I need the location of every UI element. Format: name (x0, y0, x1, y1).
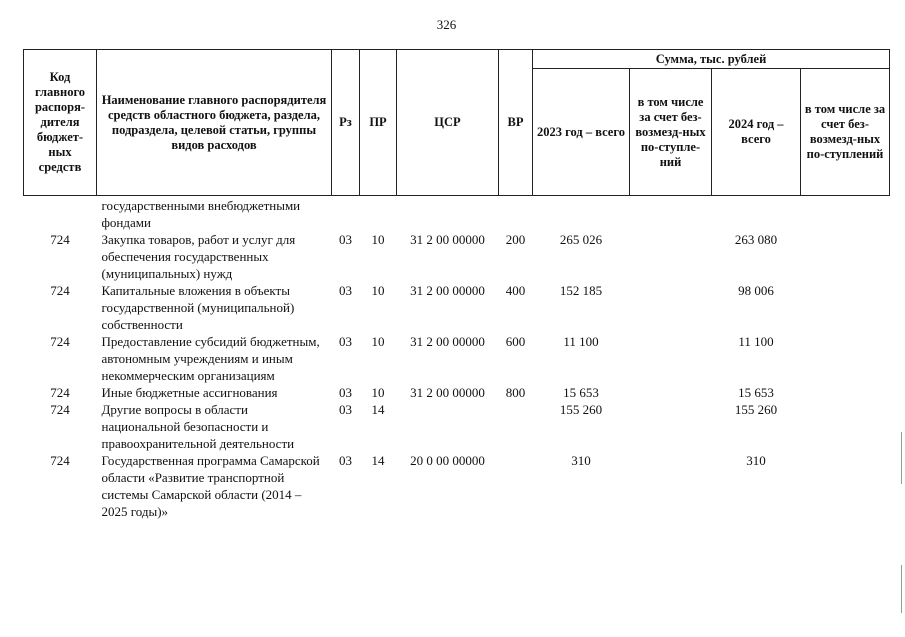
cell-2024-total: 263 080 (734, 232, 778, 247)
cell-pr: 10 (371, 283, 385, 298)
header-code: Код главного распоря-дителя бюджет-ных средств (24, 50, 97, 196)
table-row (24, 282, 890, 333)
cell-csr: 31 2 00 00000 (410, 385, 485, 400)
cell-vr: 600 (505, 334, 526, 349)
cell-2024-total (712, 196, 801, 232)
cell-2024-total: 155 260 (734, 402, 778, 417)
cell-2024-free (801, 196, 890, 232)
cell-name: Закупка товаров, работ и услуг для обеспечения государственных (муниципальных) нужд (101, 232, 296, 281)
cell-rz: 03 (339, 232, 352, 247)
cell-2024-free (801, 384, 890, 401)
cell-rz: 03 (339, 334, 352, 349)
cell-2024-free (801, 452, 890, 520)
cell-name: государственными внебюджетными фондами (101, 198, 301, 230)
cell-2023-free (630, 282, 712, 333)
table-row (24, 231, 890, 282)
scan-edge-mark (901, 565, 902, 613)
budget-table (23, 49, 890, 520)
header-sum: Сумма, тыс. рублей (533, 50, 890, 69)
table-row (24, 452, 890, 520)
cell-pr: 14 (371, 402, 385, 417)
cell-2024-free (801, 401, 890, 452)
cell-pr: 10 (371, 385, 385, 400)
table-row (24, 401, 890, 452)
cell-2024-free (801, 231, 890, 282)
cell-2024-free (801, 282, 890, 333)
cell-name: Государственная программа Самарской области «Развитие транспортной системы Самарской области (2014 – 2025 годы)» (101, 453, 320, 519)
table-body (24, 196, 890, 521)
cell-2023-total: 11 100 (563, 334, 599, 349)
cell-rz: 03 (339, 385, 352, 400)
cell-name: Иные бюджетные ассигнования (101, 385, 278, 400)
cell-vr: 400 (505, 283, 526, 298)
cell-code: 724 (50, 402, 70, 417)
cell-vr: 200 (505, 232, 526, 247)
cell-pr: 14 (371, 453, 385, 468)
cell-rz (332, 196, 360, 232)
header-2023-free: в том числе за счет без-возмезд-ных по-ступле-ний (630, 69, 712, 196)
cell-vr: 800 (505, 385, 526, 400)
cell-pr: 10 (371, 232, 385, 247)
cell-2023-free (630, 196, 712, 232)
cell-2023-free (630, 231, 712, 282)
cell-2023-free (630, 452, 712, 520)
table-row (24, 384, 890, 401)
cell-csr: 20 0 00 00000 (410, 453, 485, 468)
cell-code: 724 (50, 334, 70, 349)
cell-csr: 31 2 00 00000 (410, 232, 485, 247)
cell-vr (499, 401, 533, 452)
cell-csr: 31 2 00 00000 (410, 283, 485, 298)
cell-name: Предоставление субсидий бюджетным, автономным учреждениям и иным некоммерческим организациям (101, 334, 320, 383)
header-name: Наименование главного распорядителя средств областного бюджета, раздела, подраздела, целевой статьи, группы видов расходов (97, 50, 332, 196)
cell-rz: 03 (339, 283, 352, 298)
cell-2024-total: 98 006 (738, 283, 774, 298)
cell-pr (360, 196, 397, 232)
cell-2024-free (801, 333, 890, 384)
cell-2023-total: 155 260 (559, 402, 603, 417)
cell-2023-total: 152 185 (559, 283, 603, 298)
scan-edge-mark (901, 432, 902, 484)
cell-2024-total: 15 653 (738, 385, 774, 400)
header-rz: Рз (332, 50, 360, 196)
cell-code: 724 (50, 453, 70, 468)
cell-2023-free (630, 384, 712, 401)
cell-csr: 31 2 00 00000 (410, 334, 485, 349)
cell-2024-total: 310 (746, 453, 766, 468)
cell-code: 724 (50, 283, 70, 298)
cell-2024-total: 11 100 (738, 334, 774, 349)
cell-name: Капитальные вложения в объекты государственной (муниципальной) собственности (101, 283, 295, 332)
cell-pr: 10 (371, 334, 385, 349)
cell-code: 724 (50, 232, 70, 247)
cell-2023-total: 15 653 (563, 385, 599, 400)
cell-csr (397, 401, 499, 452)
cell-vr (499, 452, 533, 520)
header-vr: ВР (499, 50, 533, 196)
header-2024-total: 2024 год – всего (712, 69, 801, 196)
header-2024-free: в том числе за счет без-возмезд-ных по-ступлений (801, 69, 890, 196)
cell-name: Другие вопросы в области национальной безопасности и правоохранительной деятельности (101, 402, 295, 451)
header-csr: ЦСР (397, 50, 499, 196)
cell-code: 724 (50, 385, 70, 400)
cell-2023-free (630, 333, 712, 384)
cell-vr (499, 196, 533, 232)
table-row (24, 333, 890, 384)
header-2023-total: 2023 год – всего (533, 69, 630, 196)
cell-csr (397, 196, 499, 232)
header-pr: ПР (360, 50, 397, 196)
page-number: 326 (436, 17, 457, 32)
cell-2023-free (630, 401, 712, 452)
cell-2023-total (533, 196, 630, 232)
cell-code (24, 196, 97, 232)
cell-2023-total: 310 (571, 453, 591, 468)
cell-rz: 03 (339, 402, 352, 417)
cell-2023-total: 265 026 (559, 232, 603, 247)
table-row (24, 196, 890, 232)
cell-rz: 03 (339, 453, 352, 468)
table-header (24, 50, 890, 196)
